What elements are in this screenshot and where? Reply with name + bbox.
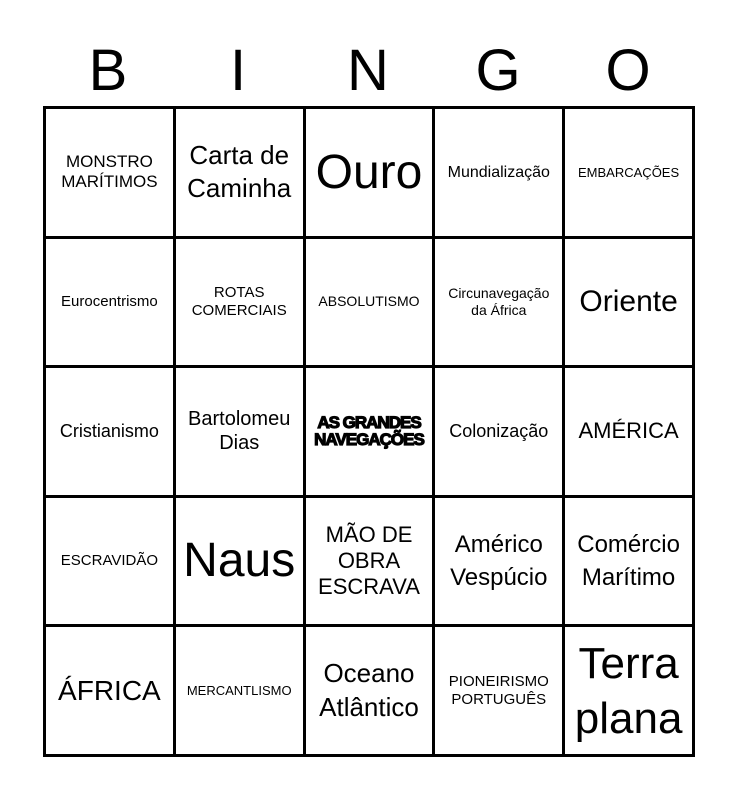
bingo-cell[interactable]: ABSOLUTISMO: [306, 239, 436, 369]
bingo-cell[interactable]: Mundialização: [435, 109, 565, 239]
bingo-cell[interactable]: Terra plana: [565, 627, 695, 757]
bingo-cell[interactable]: AMÉRICA: [565, 368, 695, 498]
header-letter-n: N: [347, 38, 389, 103]
bingo-cell[interactable]: EMBARCAÇÕES: [565, 109, 695, 239]
bingo-cell[interactable]: MONSTRO MARÍTIMOS: [46, 109, 176, 239]
free-space-cell[interactable]: AS GRANDES NAVEGAÇÕES: [306, 368, 436, 498]
bingo-cell[interactable]: Oriente: [565, 239, 695, 369]
header-letter-i: I: [229, 38, 247, 103]
bingo-cell[interactable]: Oceano Atlântico: [306, 627, 436, 757]
header-letter-b: B: [88, 38, 128, 103]
bingo-cell[interactable]: Ouro: [306, 109, 436, 239]
bingo-board: [43, 106, 695, 757]
bingo-cell[interactable]: Comércio Marítimo: [565, 498, 695, 628]
bingo-cell[interactable]: Cristianismo: [46, 368, 176, 498]
bingo-header: [43, 40, 695, 102]
bingo-cell[interactable]: Naus: [176, 498, 306, 628]
bingo-cell[interactable]: PIONEIRISMO PORTUGUÊS: [435, 627, 565, 757]
bingo-cell[interactable]: Carta de Caminha: [176, 109, 306, 239]
bingo-cell[interactable]: Colonização: [435, 368, 565, 498]
bingo-cell[interactable]: Bartolomeu Dias: [176, 368, 306, 498]
header-letter-o: O: [605, 38, 651, 103]
bingo-cell[interactable]: Circunavegação da África: [435, 239, 565, 369]
bingo-cell[interactable]: MERCANTLISMO: [176, 627, 306, 757]
bingo-cell[interactable]: ROTAS COMERCIAIS: [176, 239, 306, 369]
bingo-cell[interactable]: Américo Vespúcio: [435, 498, 565, 628]
bingo-cell[interactable]: ÁFRICA: [46, 627, 176, 757]
bingo-cell[interactable]: Eurocentrismo: [46, 239, 176, 369]
bingo-cell[interactable]: MÃO DE OBRA ESCRAVA: [306, 498, 436, 628]
header-letter-g: G: [475, 38, 521, 103]
bingo-cell[interactable]: ESCRAVIDÃO: [46, 498, 176, 628]
